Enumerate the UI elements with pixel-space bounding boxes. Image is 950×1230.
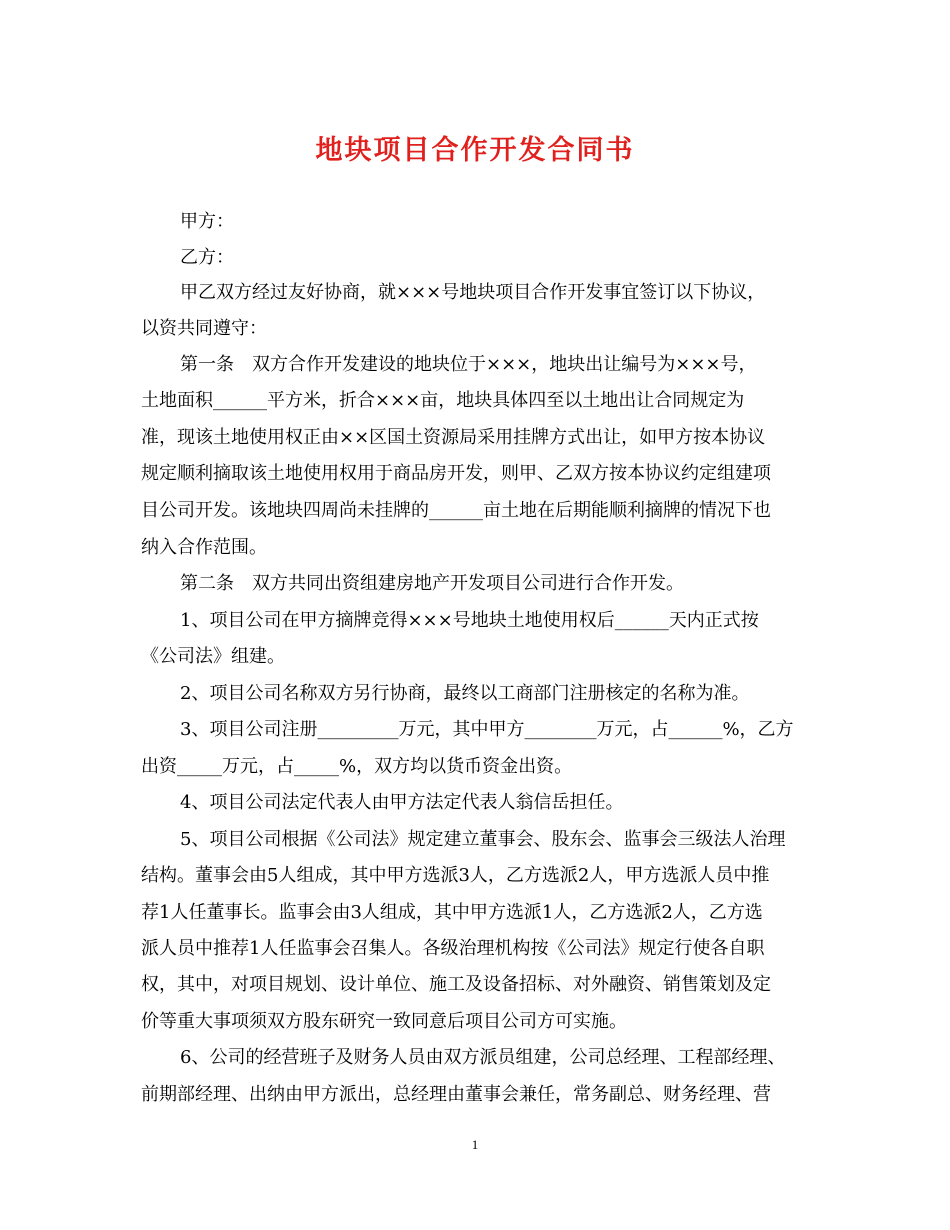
- article-1-line: 土地面积______平方米，折合×××亩，地块具体四至以土地出让合同规定为: [141, 390, 745, 411]
- article-1-line: 规定顺利摘取该土地使用权用于商品房开发，则甲、乙双方按本协议约定组建项: [141, 463, 771, 484]
- clause-5-line: 5、项目公司根据《公司法》规定建立董事会、股东会、监事会三级法人治理: [180, 829, 786, 850]
- article-2-line: 第二条 双方共同出资组建房地产开发项目公司进行合作开发。: [180, 573, 684, 594]
- clause-3-line: 出资_____万元，占_____%，双方均以货币资金出资。: [141, 756, 573, 777]
- clause-6-line: 前期部经理、出纳由甲方派出，总经理由董事会兼任，常务副总、财务经理、营: [141, 1084, 771, 1105]
- article-1-line: 准，现该土地使用权正由××区国土资源局采用挂牌方式出让，如甲方按本协议: [141, 427, 766, 448]
- party-a-line: 甲方：: [180, 211, 234, 232]
- clause-3-line: 3、项目公司注册_________万元，其中甲方________万元，占______%，乙方: [180, 719, 794, 740]
- clause-6-line: 6、公司的经营班子及财务人员由双方派员组建，公司总经理、工程部经理、: [180, 1047, 786, 1068]
- article-1-line: 纳入合作范围。: [141, 537, 267, 558]
- article-1-line: 第一条 双方合作开发建设的地块位于×××，地块出让编号为×××号，: [180, 354, 757, 375]
- party-b-line: 乙方：: [180, 247, 234, 268]
- document-title: 地块项目合作开发合同书: [315, 135, 635, 166]
- clause-5-line: 权，其中，对项目规划、设计单位、施工及设备招标、对外融资、销售策划及定: [141, 974, 771, 995]
- clause-1-line: 1、项目公司在甲方摘牌竞得×××号地块土地使用权后______天内正式按: [180, 610, 759, 631]
- clause-5-line: 价等重大事项须双方股东研究一致同意后项目公司方可实施。: [141, 1011, 627, 1032]
- clause-4-line: 4、项目公司法定代表人由甲方法定代表人翁信岳担任。: [180, 792, 624, 813]
- clause-5-line: 荐1人任董事长。监事会由3人组成，其中甲方选派1人，乙方选派2人，乙方选: [141, 902, 763, 923]
- preamble-line: 以资共同遵守：: [141, 318, 267, 339]
- preamble-line: 甲乙双方经过友好协商，就×××号地块项目合作开发事宜签订以下协议，: [180, 282, 766, 303]
- clause-2-line: 2、项目公司名称双方另行协商，最终以工商部门注册核定的名称为准。: [180, 683, 750, 704]
- clause-5-line: 结构。董事会由5人组成，其中甲方选派3人，乙方选派2人，甲方选派人员中推: [141, 865, 770, 886]
- clause-5-line: 派人员中推荐1人任监事会召集人。各级治理机构按《公司法》规定行使各自职: [141, 938, 765, 959]
- article-1-line: 目公司开发。该地块四周尚未挂牌的______亩土地在后期能顺利摘牌的情况下也: [141, 500, 771, 521]
- page-number: 1: [471, 1137, 479, 1152]
- clause-1-line: 《公司法》组建。: [141, 646, 285, 667]
